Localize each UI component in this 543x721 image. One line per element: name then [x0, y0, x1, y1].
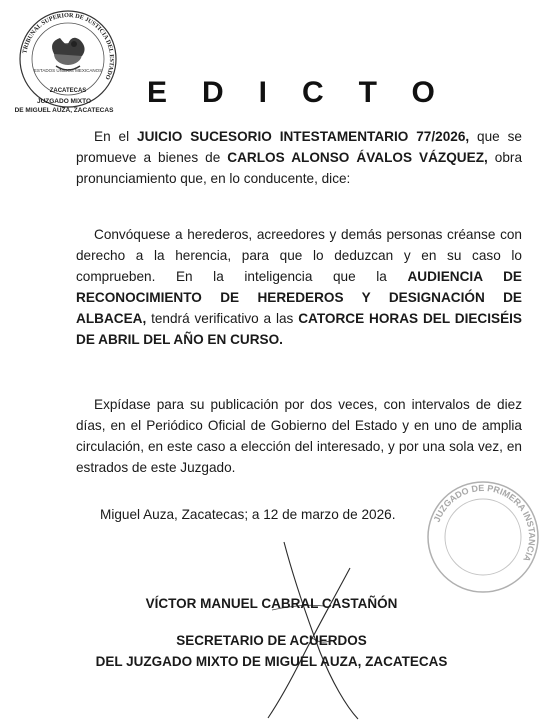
- case-number: JUICIO SUCESORIO INTESTAMENTARIO 77/2026,: [137, 129, 470, 144]
- signatory-name: VÍCTOR MANUEL CABRAL CASTAÑÓN: [145, 596, 398, 611]
- seal-inner-text: ESTADOS UNIDOS MEXICANOS: [33, 68, 103, 73]
- seal-caption-court: JUZGADO MIXTO: [36, 98, 92, 105]
- intro-text-1: En el: [94, 129, 138, 144]
- intro-paragraph: [76, 126, 522, 189]
- hearing-datetime: CATORCE HORAS DEL DIECISÉIS DE ABRIL DEL AÑO EN CURSO.: [76, 311, 522, 347]
- place-date: Miguel Auza, Zacatecas; a 12 de marzo de 2026.: [100, 507, 396, 522]
- intro-text-2: que se promueve a bienes de: [76, 129, 522, 165]
- publication-paragraph: Expídase para su publicación por dos veces, con intervalos de diez días, en el Periódico Oficial de Gobierno del Estado y en uno de amplia circulación, en este caso a elección del interesado, y por una sola vez, en estrados de este Juzgado.: [76, 397, 522, 475]
- seal-caption-location: DE MIGUEL AUZA, ZACATECAS: [14, 107, 114, 114]
- seal-ring-text: TRIBUNAL SUPERIOR DE JUSTICIA DEL ESTADO: [21, 11, 116, 81]
- hearing-name: AUDIENCIA DE RECONOCIMIENTO DE HEREDEROS Y DESIGNACIÓN DE ALBACEA,: [76, 269, 522, 326]
- convocation-paragraph: [76, 224, 522, 350]
- signatory-role-court: DEL JUZGADO MIXTO DE MIGUEL AUZA, ZACATECAS: [95, 654, 448, 669]
- seal-caption: [0, 97, 128, 115]
- intro-text-3: obra pronunciamiento que, en lo conducente, dice:: [76, 150, 523, 186]
- eagle-emblem-icon: [52, 38, 85, 70]
- seal-bottom-text: ZACATECAS: [49, 88, 87, 94]
- stamp-ring-text: JUZGADO DE PRIMERA INSTANCIA: [431, 482, 538, 564]
- convocation-text-1: Convóquese a herederos, acreedores y demás personas créanse con derecho a la herencia, para que lo deduzcan y en su caso lo comprueben. En la inteligencia que la: [76, 227, 522, 284]
- signatory-role-title: SECRETARIO DE ACUERDOS: [176, 633, 367, 648]
- document-title: EDICTO: [147, 76, 470, 109]
- convocation-text-2: tendrá verificativo a las: [146, 311, 299, 326]
- court-stamp: [418, 472, 543, 602]
- deceased-name: CARLOS ALONSO ÁVALOS VÁZQUEZ,: [227, 150, 488, 165]
